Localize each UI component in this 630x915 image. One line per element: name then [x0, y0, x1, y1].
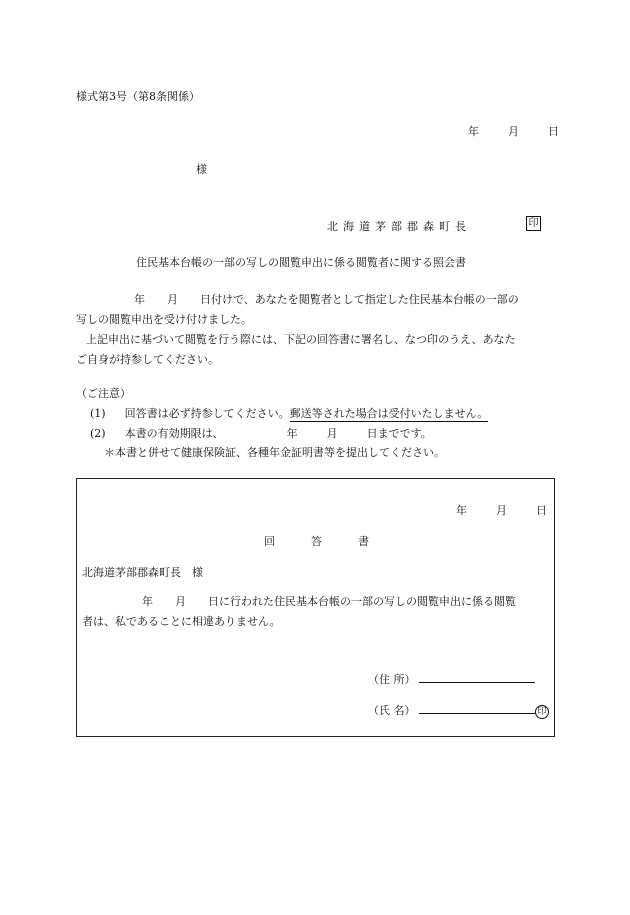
note-item-2: (2) 本書の有効期限は、 年 月 日までです。	[90, 427, 432, 440]
issuer-name: 北海道茅部郡森町長	[327, 220, 471, 233]
reply-paragraph: 年 月 日に行われた住民基本台帳の一部の写しの閲覧申出に係る閲覧 者は、私であることに相違ありません。	[82, 595, 516, 628]
top-date-month: 月	[508, 125, 519, 138]
name-line[interactable]	[419, 701, 535, 714]
form-number: 様式第3号（第8条関係）	[76, 90, 200, 103]
issuer-seal: 印	[526, 216, 541, 231]
top-date-year: 年	[468, 125, 479, 138]
name-label: （氏 名）	[368, 704, 416, 717]
address-line[interactable]	[419, 670, 535, 683]
body-paragraph-1: 年 月 日付けで、あなたを閲覧者として指定した住民基本台帳の一部の 写しの閲覧申出を受け付けました。	[76, 293, 519, 326]
body-paragraph-2: 上記申出に基づいて閲覧を行う際には、下記の回答書に署名し、なつ印のうえ、あなた ご自身が持参してください。	[76, 333, 516, 366]
top-date	[468, 123, 559, 139]
reply-title: 回 答 書	[264, 535, 369, 548]
notes-heading: （ご注意）	[76, 387, 131, 400]
note-item-3: ＊本書と併せて健康保険証、各種年金証明書等を提出してください。	[104, 446, 445, 459]
address-field[interactable]	[368, 670, 535, 687]
reply-addressee: 北海道茅部郡森町長 様	[82, 566, 203, 579]
reply-date: 年 月 日	[456, 504, 547, 517]
note-item-1-underlined: 郵送等された場合は受付いたしません。	[289, 407, 489, 420]
document-title: 住民基本台帳の一部の写しの閲覧申出に係る閲覧者に関する照会書	[136, 256, 466, 269]
name-field[interactable]	[368, 701, 549, 719]
address-label: （住 所）	[368, 673, 416, 686]
addressee-suffix: 様	[196, 163, 207, 176]
top-date-day: 日	[548, 125, 559, 138]
reply-seal-mark: 印	[535, 705, 549, 719]
note-item-1: (1) 回答書は必ず持参してください。郵送等された場合は受付いたしません。	[90, 407, 489, 420]
